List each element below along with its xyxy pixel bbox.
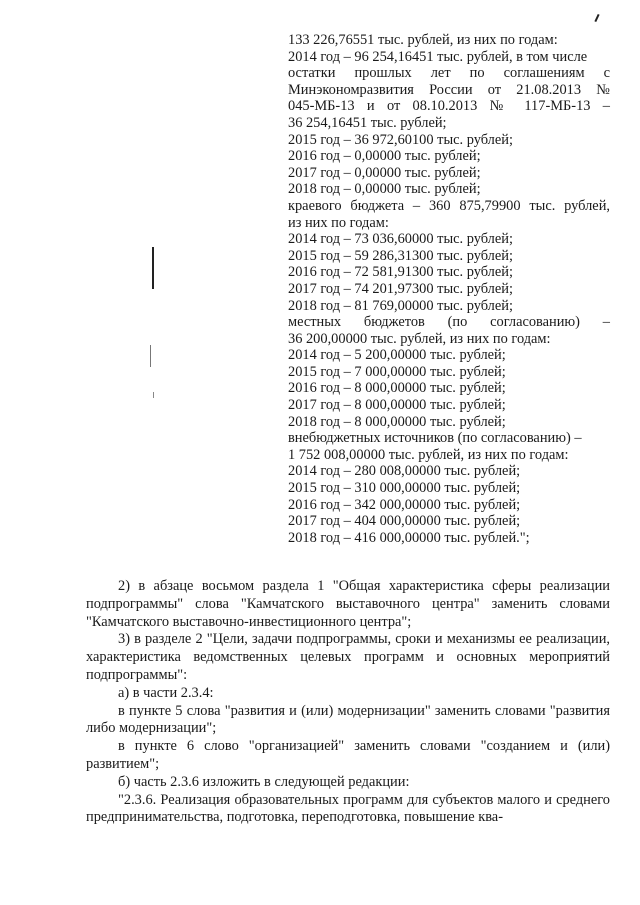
amendment-text (86, 578, 610, 827)
paragraph: 3) в разделе 2 "Цели, задачи подпрограммы, сроки и механизмы ее реализации, характеристика ведомственных целевых программ и основных мероприятий подпрограммы": (86, 631, 610, 683)
scan-mark (152, 247, 154, 289)
financing-line: из них по годам: (288, 214, 389, 231)
financing-line: 2014 год – 5 200,00000 тыс. рублей; (288, 347, 506, 364)
financing-line: 2016 год – 72 581,91300 тыс. рублей; (288, 264, 513, 281)
financing-line: остатки прошлых лет по соглашениям с (288, 65, 610, 82)
scan-mark (594, 14, 599, 22)
financing-line: 2015 год – 7 000,00000 тыс. рублей; (288, 363, 506, 380)
financing-line: 045-МБ-13 и от 08.10.2013 № 117-МБ-13 – (288, 98, 610, 115)
financing-line: 2015 год – 36 972,60100 тыс. рублей; (288, 131, 513, 148)
financing-line: 2017 год – 0,00000 тыс. рублей; (288, 164, 481, 181)
financing-line: 36 200,00000 тыс. рублей, из них по годам: (288, 330, 551, 347)
financing-line: 2014 год – 96 254,16451 тыс. рублей, в том числе (288, 48, 588, 65)
paragraph: 2) в абзаце восьмом раздела 1 "Общая характеристика сферы реализации подпрограммы" слова "Камчатского выставочного центра" заменить словами "Камчатского выставочно-инвестиционного центра"; (86, 578, 610, 630)
financing-line: 2016 год – 342 000,00000 тыс. рублей; (288, 496, 521, 513)
financing-line: 2018 год – 0,00000 тыс. рублей; (288, 181, 481, 198)
financing-line: 2015 год – 310 000,00000 тыс. рублей; (288, 480, 521, 497)
financing-line: 133 226,76551 тыс. рублей, из них по годам: (288, 32, 558, 48)
paragraph: в пункте 5 слова "развития и (или) модернизации" заменить словами "развития либо модернизации"; (86, 702, 610, 737)
scan-mark (153, 392, 154, 398)
paragraph: а) в части 2.3.4: (118, 684, 214, 701)
financing-line: 2014 год – 73 036,60000 тыс. рублей; (288, 231, 513, 248)
financing-line: 2016 год – 0,00000 тыс. рублей; (288, 148, 481, 165)
financing-line: 2017 год – 8 000,00000 тыс. рублей; (288, 397, 506, 414)
financing-line: 2018 год – 81 769,00000 тыс. рублей; (288, 297, 513, 314)
financing-block (288, 32, 610, 546)
financing-line: 2017 год – 74 201,97300 тыс. рублей; (288, 280, 513, 297)
paragraph: б) часть 2.3.6 изложить в следующей редакции: (118, 773, 410, 790)
paragraph: в пункте 6 слово "организацией" заменить словами "созданием и (или) развитием"; (86, 738, 610, 772)
scan-mark (150, 345, 151, 367)
financing-line: Минэкономразвития России от 21.08.2013 № (288, 81, 610, 98)
financing-line: 2014 год – 280 008,00000 тыс. рублей; (288, 463, 521, 480)
paragraph: "2.3.6. Реализация образовательных программ для субъектов малого и среднего предпринимательства, подготовка, переподготовка, повышение ква- (86, 791, 610, 826)
financing-line: 2015 год – 59 286,31300 тыс. рублей; (288, 247, 513, 264)
financing-line: внебюджетных источников (по согласованию) – (288, 430, 582, 447)
financing-line: 2017 год – 404 000,00000 тыс. рублей; (288, 513, 521, 530)
financing-line: 2016 год – 8 000,00000 тыс. рублей; (288, 380, 506, 397)
financing-line: 36 254,16451 тыс. рублей; (288, 114, 447, 131)
financing-line: 1 752 008,00000 тыс. рублей, из них по годам: (288, 446, 569, 463)
financing-line: краевого бюджета – 360 875,79900 тыс. рублей, (288, 197, 610, 214)
financing-line: местных бюджетов (по согласованию) – (288, 314, 610, 331)
financing-line: 2018 год – 8 000,00000 тыс. рублей; (288, 413, 506, 430)
financing-line: 2018 год – 416 000,00000 тыс. рублей."; (288, 529, 530, 546)
